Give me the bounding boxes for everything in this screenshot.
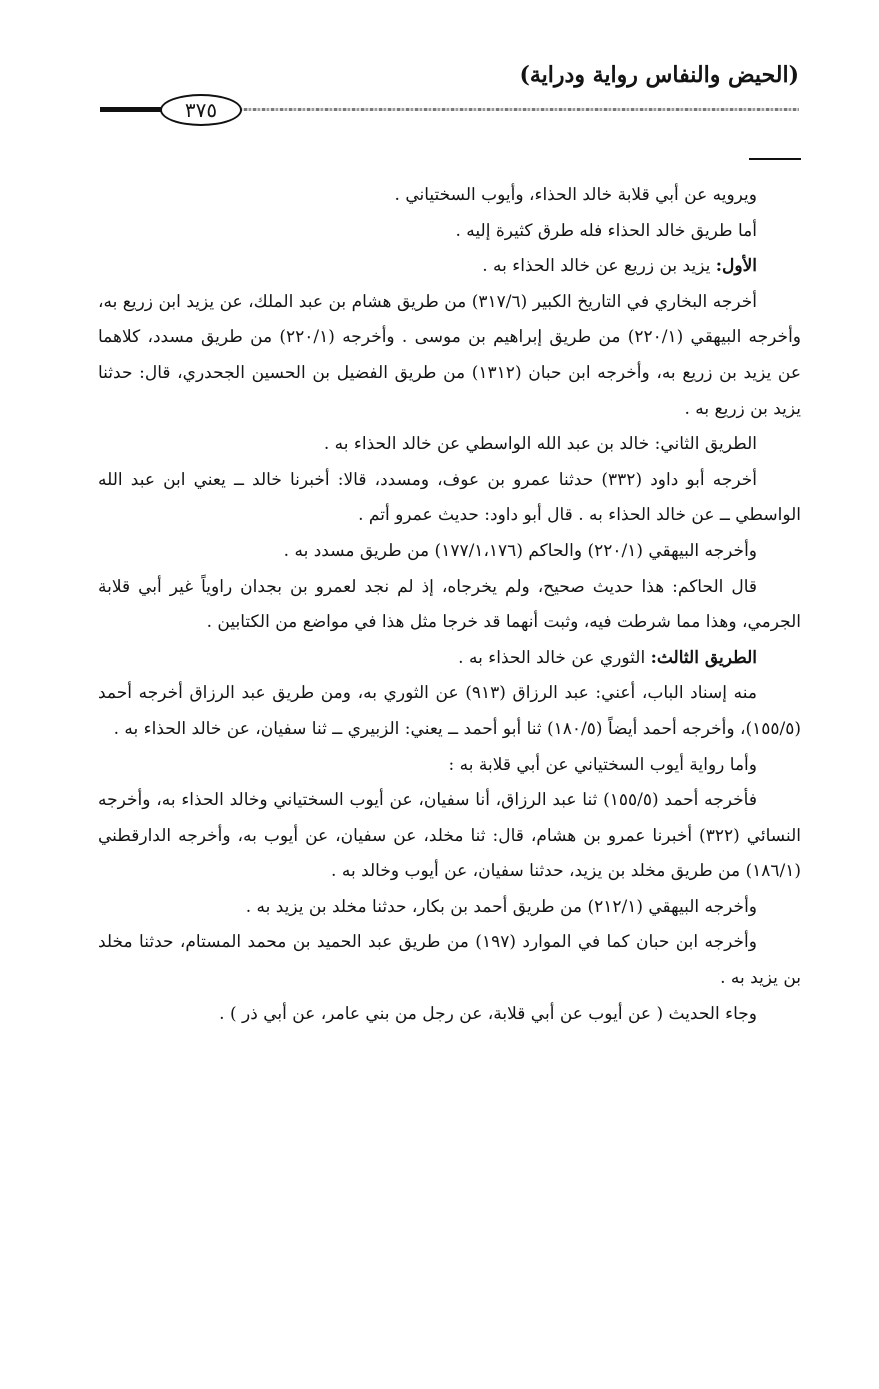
- paragraph: [98, 463, 801, 534]
- paragraph: [98, 427, 801, 463]
- paragraph-text: أخرجه أبو داود (٣٣٢) حدثنا عمرو بن عوف، ومسدد، قالا: أخبرنا خالد ــ يعني ابن عبد الله الواسطي ــ عن خالد الحذاء به . قال أبو داود: حديث عمرو أتم .: [98, 469, 801, 526]
- short-divider: [749, 158, 801, 160]
- running-title: (الحيض والنفاس رواية ودراية): [519, 62, 799, 88]
- paragraph-text: وأخرجه ابن حبان كما في الموارد (١٩٧) من طريق عبد الحميد بن محمد المستام، حدثنا مخلد بن يزيد به .: [98, 932, 801, 989]
- paragraph-text: الطريق الثاني: خالد بن عبد الله الواسطي عن خالد الحذاء به .: [323, 434, 757, 455]
- paragraph: [98, 890, 801, 926]
- paragraph: [98, 534, 801, 570]
- paragraph-text: أخرجه البخاري في التاريخ الكبير (٣١٧/٦) من طريق هشام بن عبد الملك، عن يزيد ابن زريع به، وأخرجه البيهقي (٢٢٠/١) من طريق إبراهيم بن موسى . وأخرجه (٢٢٠/١) من طريق مسدد، كلاهما عن يزيد بن زريع به، وأخرجه ابن حبان (١٣١٢) من طريق الفضيل بن الحسين الجحدري، قال: حدثنا يزيد بن زريع به .: [98, 291, 802, 419]
- paragraph-label: الأول:: [715, 256, 757, 277]
- paragraph-label: الطريق الثالث:: [650, 647, 757, 668]
- paragraph: [98, 214, 801, 250]
- paragraph-text: أما طريق خالد الحذاء فله طرق كثيرة إليه .: [455, 220, 757, 241]
- paragraph-text: وجاء الحديث ( عن أيوب عن أبي قلابة، عن رجل من بني عامر، عن أبي ذر ) .: [219, 1003, 757, 1024]
- paragraph-text: يزيد بن زريع عن خالد الحذاء به .: [482, 256, 716, 277]
- header-rule-solid: [100, 107, 162, 112]
- paragraph-text: وأما رواية أيوب السختياني عن أبي قلابة به :: [448, 754, 757, 775]
- paragraph: [98, 783, 801, 890]
- paragraph-text: وأخرجه البيهقي (٢٢٠/١) والحاكم (١٧٧/١،١٧٦) من طريق مسدد به .: [283, 540, 757, 561]
- paragraph: [98, 748, 801, 784]
- paragraph-text: منه إسناد الباب، أعني: عبد الرزاق (٩١٣) عن الثوري به، ومن طريق عبد الرزاق أخرجه أحمد (١٥٥/٥)، وأخرجه أحمد أيضاً (١٨٠/٥) ثنا أبو أحمد ــ يعني: الزبيري ــ ثنا سفيان، عن خالد الحذاء به .: [98, 683, 801, 739]
- paragraph-text: ويرويه عن أبي قلابة خالد الحذاء، وأيوب السختياني .: [394, 185, 757, 205]
- paragraph: [98, 570, 801, 641]
- page-number: ٣٧٥: [160, 94, 242, 126]
- paragraph: [98, 925, 801, 996]
- paragraph: [98, 249, 801, 285]
- paragraph: [98, 285, 801, 427]
- paragraph: [98, 641, 801, 677]
- paragraph: [98, 676, 801, 747]
- page-body: [98, 178, 801, 1032]
- paragraph: [98, 178, 801, 214]
- paragraph-text: فأخرجه أحمد (١٥٥/٥) ثنا عبد الرزاق، أنا سفيان، عن أيوب السختياني وخالد الحذاء به، وأخرجه النسائي (٣٢٢) أخبرنا عمرو بن هشام، قال: ثنا مخلد، عن سفيان، عن أيوب به، وأخرجه الدارقطني (١٨٦/١) من طريق مخلد بن يزيد، حدثنا سفيان، عن أيوب وخالد به .: [98, 790, 801, 882]
- paragraph-text: وأخرجه البيهقي (٢١٢/١) من طريق أحمد بن بكار، حدثنا مخلد بن يزيد به .: [245, 896, 757, 917]
- paragraph-text: قال الحاكم: هذا حديث صحيح، ولم يخرجاه، إذ لم نجد لعمرو بن بجدان راوياً غير أبي قلابة الجرمي، وهذا مما شرطت فيه، وثبت أنهما قد خرجا مثل هذا في مواضع من الكتابين .: [98, 576, 801, 633]
- paragraph: [98, 997, 801, 1033]
- paragraph-text: الثوري عن خالد الحذاء به .: [458, 647, 651, 668]
